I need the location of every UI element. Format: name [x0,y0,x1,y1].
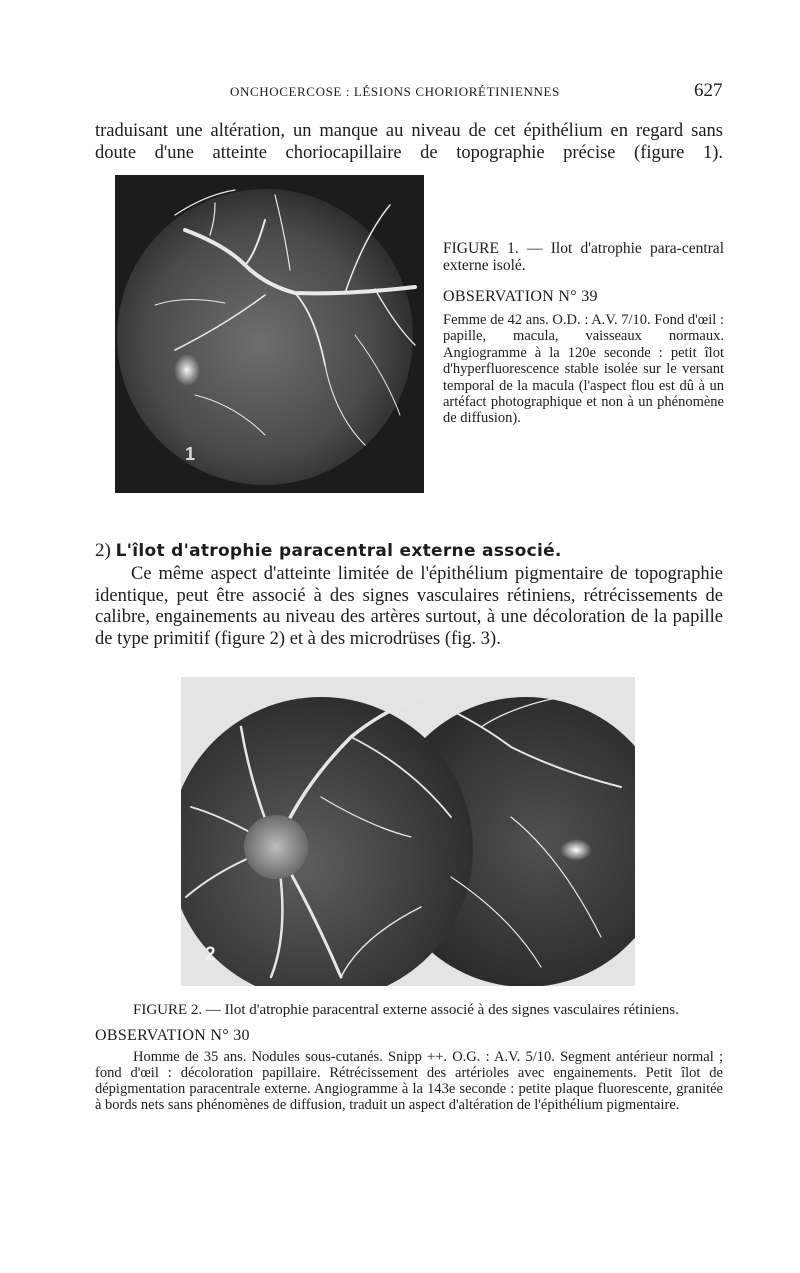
figure-1-caption-block [443,240,724,427]
figure-2-caption: FIGURE 2. — Ilot d'atrophie paracentral externe associé à des signes vasculaires rétiniens. [133,1002,679,1018]
observation-39-text: Femme de 42 ans. O.D. : A.V. 7/10. Fond d'œil : papille, macula, vaisseaux normaux. Angiogramme à la 120e seconde : petit îlot d'hyperfluorescence stable isolée sur le versant temporal de la macula (l'aspect flou est dû à un artéfact photographique et non à un phénomène de diffusion). [443,312,724,427]
section-2-text: Ce même aspect d'atteinte limitée de l'épithélium pigmentaire de topographie identique, peut être associé à des signes vasculaires rétiniens, rétrécissements de calibre, engainements au niveau des artères surtout, à une décoloration de la papille de type primitif (figure 2) et à des microdrüses (fig. 3). [95,564,723,649]
page-number: 627 [694,80,723,101]
intro-text: traduisant une altération, un manque au niveau de cet épithélium en regard sans doute d'une atteinte choriocapillaire de topographie précise (figure 1). [95,121,723,163]
figure-2-angiogram [181,677,635,986]
figure-2-photo [181,677,635,986]
figure-1-label: 1 [185,444,196,464]
running-title: ONCHOCERCOSE : LÉSIONS CHORIORÉTINIENNES [230,84,560,99]
figure-2-caption-block [95,1002,723,1113]
observation-30-text: Homme de 35 ans. Nodules sous-cutanés. Snipp ++. O.G. : A.V. 5/10. Segment antérieur normal ; fond d'œil : décoloration papillaire. Rétrécissement des artérioles avec engainements. Petit îlot de dépigmentation paracentrale externe. Angiogramme à la 143e seconde : petite plaque fluorescente, granitée à bords nets sans phénomènes de diffusion, traduit un aspect d'altération de l'épithélium pigmentaire. [95,1048,723,1114]
observation-30-heading: OBSERVATION N° 30 [95,1026,250,1044]
figure-1-photo [115,175,424,493]
figure-1-angiogram [115,175,424,493]
figure-2-label: 2 [205,944,216,965]
observation-39-heading: OBSERVATION N° 39 [443,288,598,305]
section-2-heading [95,540,562,562]
section-2-body [95,564,723,650]
section-2-number: 2) [95,540,111,561]
intro-paragraph [95,120,723,164]
running-head [0,82,800,106]
figure-1-caption: FIGURE 1. — Ilot d'atrophie para-central externe isolé. [443,240,724,274]
section-2-title: L'îlot d'atrophie paracentral externe associé. [115,541,562,561]
